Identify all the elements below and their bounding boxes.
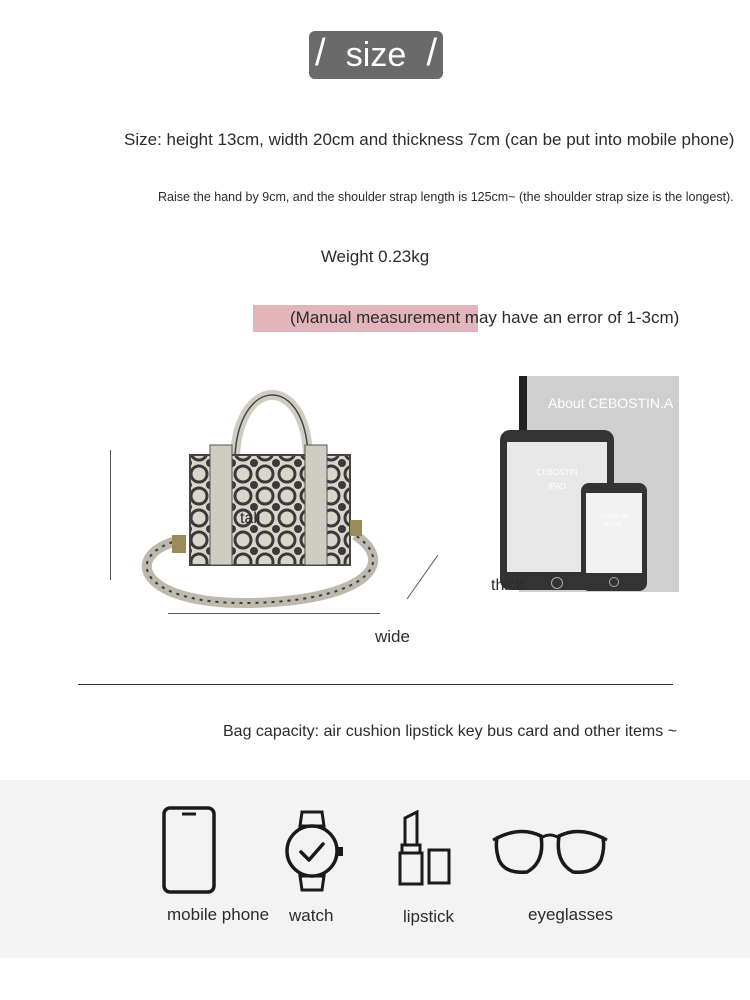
capacity-items-band xyxy=(0,780,750,958)
tablet-home-button xyxy=(551,577,563,589)
backdrop-edge xyxy=(519,376,527,438)
thickness-dimension-line xyxy=(405,553,440,601)
size-spec-text: Size: height 13cm, width 20cm and thickness 7cm (can be put into mobile phone) xyxy=(124,130,735,149)
tablet-brand: CEBOSTIN xyxy=(536,468,578,477)
badge-right-slash: / xyxy=(426,32,437,74)
eyeglasses-icon xyxy=(491,822,609,882)
item-label-eyeglasses: eyeglasses xyxy=(528,905,614,924)
badge-title: size xyxy=(345,36,407,74)
phone-model: PHONE xyxy=(605,522,623,528)
phone-home-button xyxy=(609,577,619,587)
item-label-watch: watch xyxy=(289,906,334,925)
phone-brand: CEBOSTIN xyxy=(601,514,627,520)
weight-spec-text: Weight 0.23kg xyxy=(320,247,430,266)
lipstick-icon xyxy=(395,810,455,888)
phone-screen xyxy=(586,493,642,573)
handbag-illustration xyxy=(100,375,400,625)
height-dimension-line xyxy=(110,450,111,580)
strap-spec-text: Raise the hand by 9cm, and the shoulder strap length is 125cm~ (the shoulder strap size is the longest). xyxy=(158,190,734,204)
measurement-note-text: (Manual measurement may have an error of 1-3cm) xyxy=(290,308,680,327)
mobile-phone-icon xyxy=(160,805,218,895)
thick-label: thick xyxy=(491,577,524,594)
watch-icon xyxy=(282,808,346,894)
size-section-badge xyxy=(309,31,443,79)
tall-label: tall xyxy=(240,510,261,527)
bag-capacity-text: Bag capacity: air cushion lipstick key bus card and other items ~ xyxy=(223,723,677,740)
width-dimension-line xyxy=(168,613,380,614)
tablet-model: IPAD xyxy=(547,482,567,491)
brand-caption: About CEBOSTIN.A xyxy=(548,395,674,411)
phone-illustration xyxy=(581,483,647,591)
badge-left-slash: / xyxy=(315,32,326,74)
wide-label: wide xyxy=(375,627,410,646)
section-divider xyxy=(78,684,673,685)
item-label-mobile-phone: mobile phone xyxy=(167,905,270,924)
item-label-lipstick: lipstick xyxy=(403,907,455,926)
